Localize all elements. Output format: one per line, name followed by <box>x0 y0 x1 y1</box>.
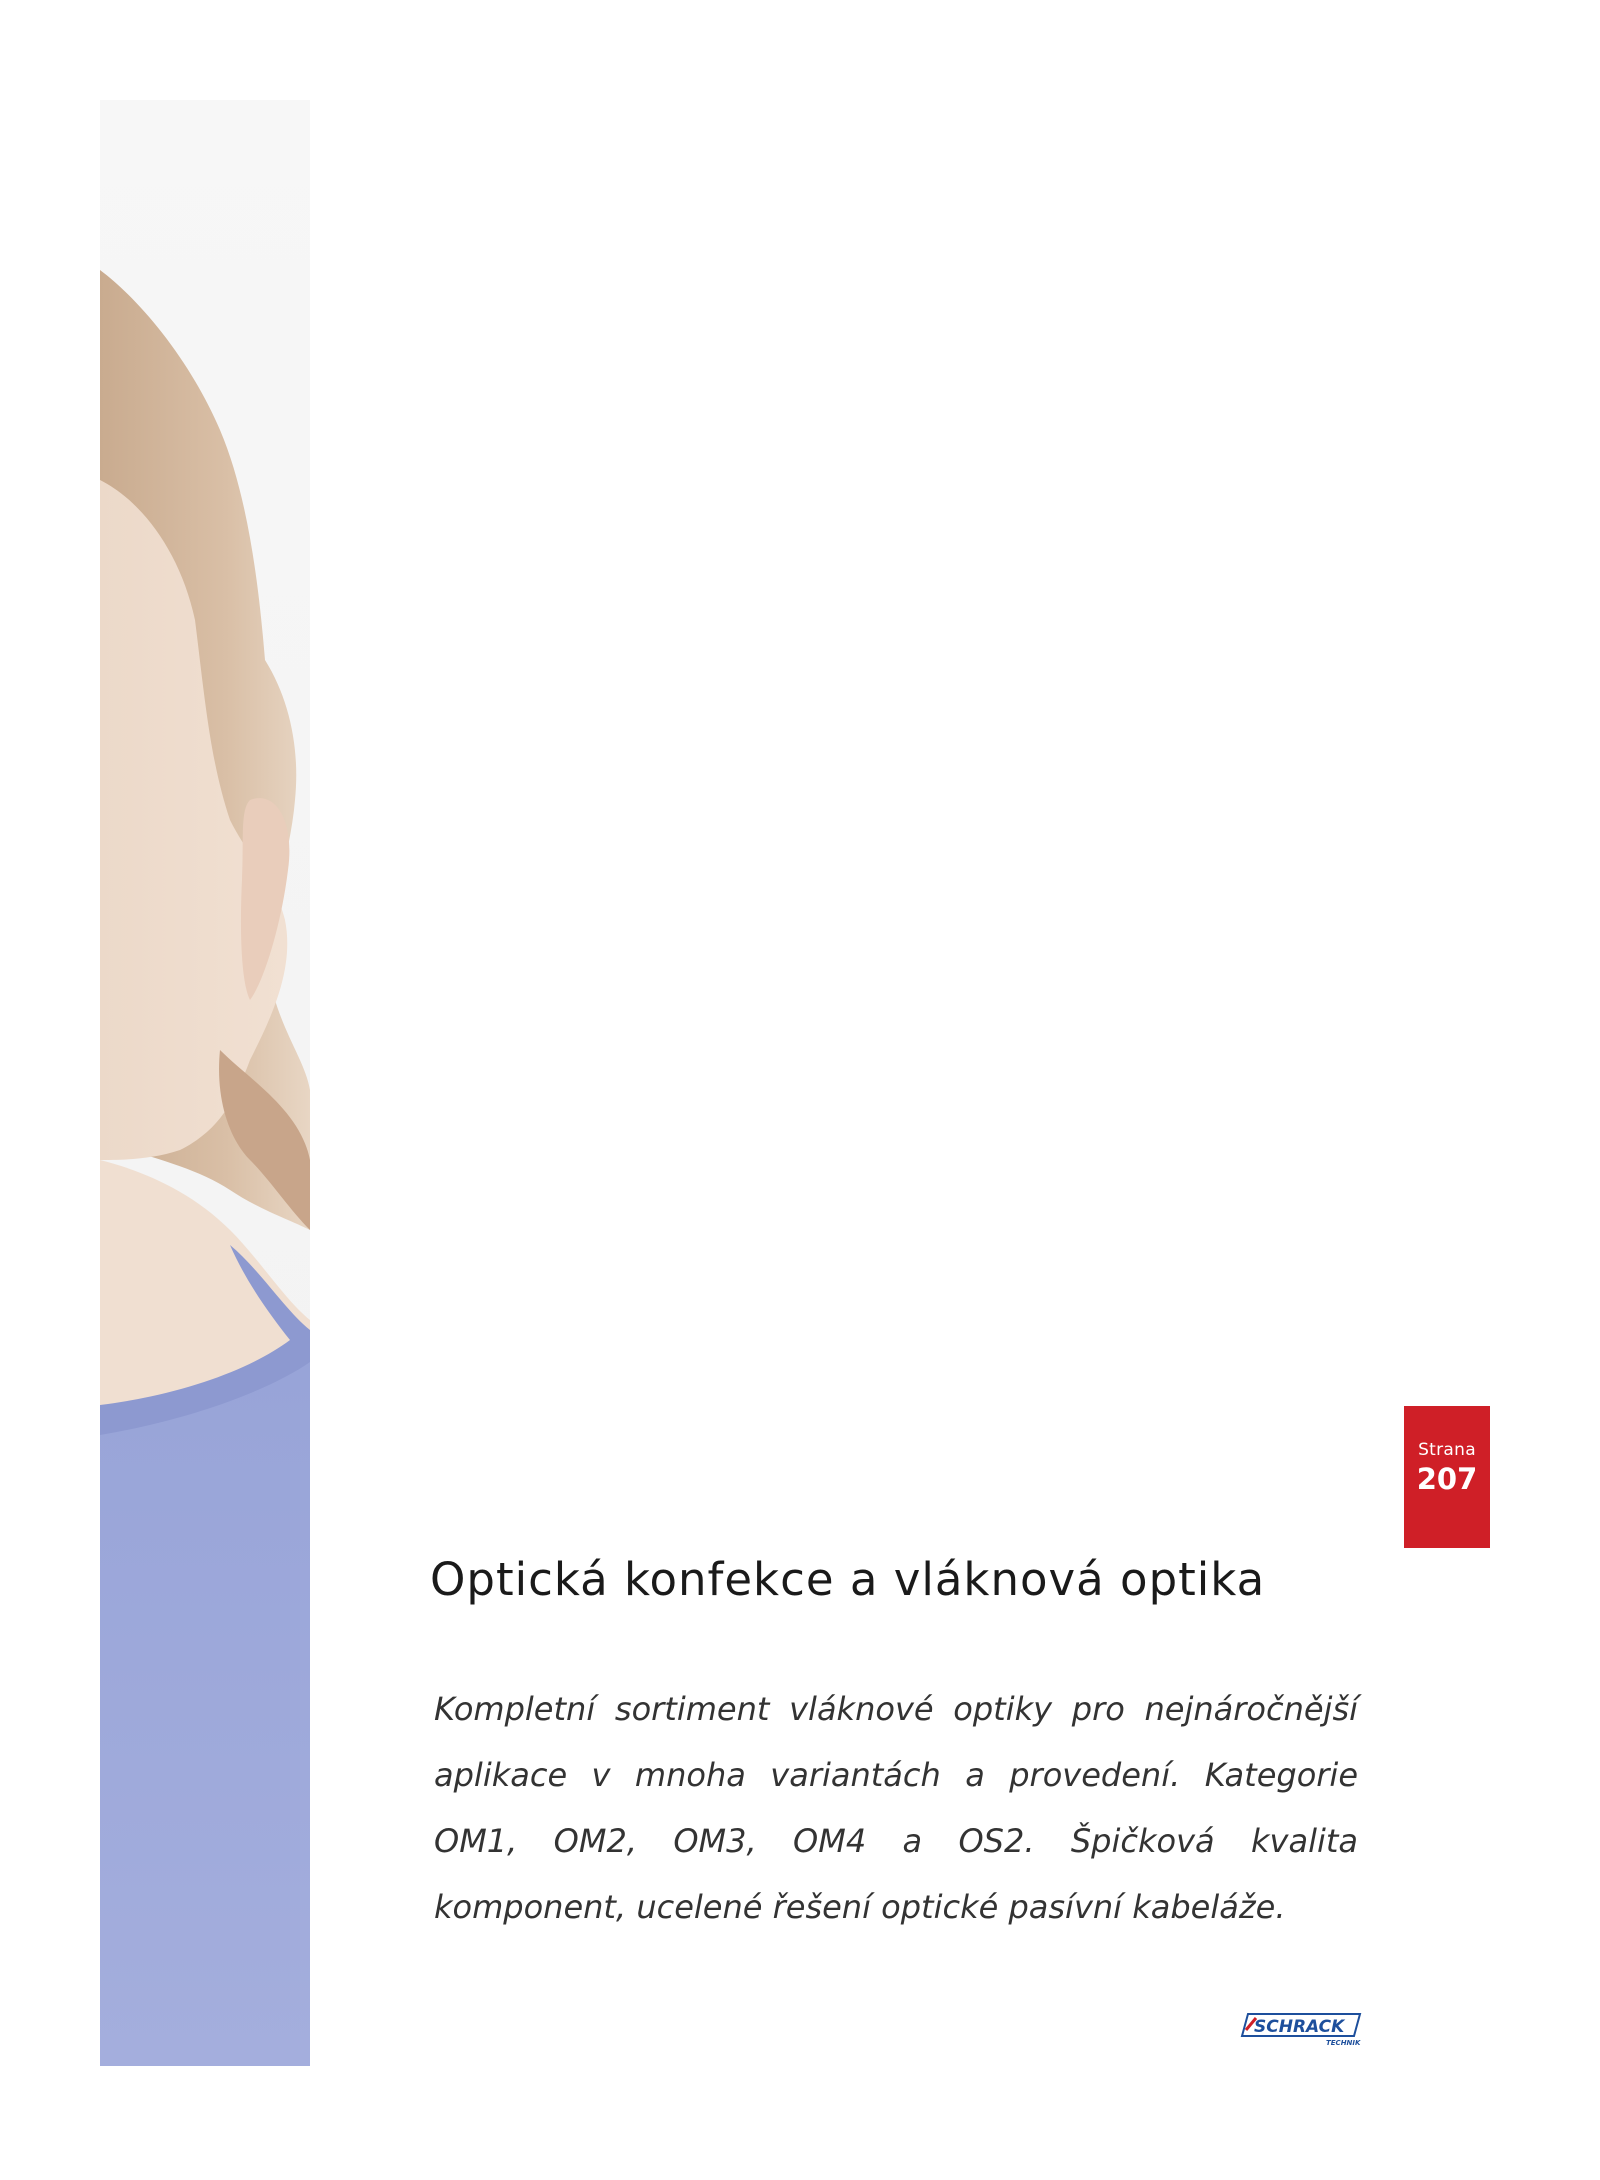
section-title: Optická konfekce a vláknová optika <box>430 1553 1266 1606</box>
schrack-logo <box>1240 2010 1366 2048</box>
page-label: Strana <box>1418 1440 1476 1460</box>
logo-wordmark: SCHRACK <box>1254 2017 1345 2037</box>
faded-portrait-photo <box>100 100 310 2066</box>
page-number: 207 <box>1416 1462 1478 1496</box>
logo-subtitle: TECHNIK <box>1326 2039 1361 2047</box>
page-number-badge <box>1404 1406 1490 1548</box>
section-description: Kompletní sortiment vláknové optiky pro nejnáročnější aplikace v mnoha variantách a provedení. Kategorie OM1, OM2, OM3, OM4 a OS2. Špičková kvalita komponent, ucelené řešení optické pasívní kabeláže. <box>434 1690 1358 1926</box>
